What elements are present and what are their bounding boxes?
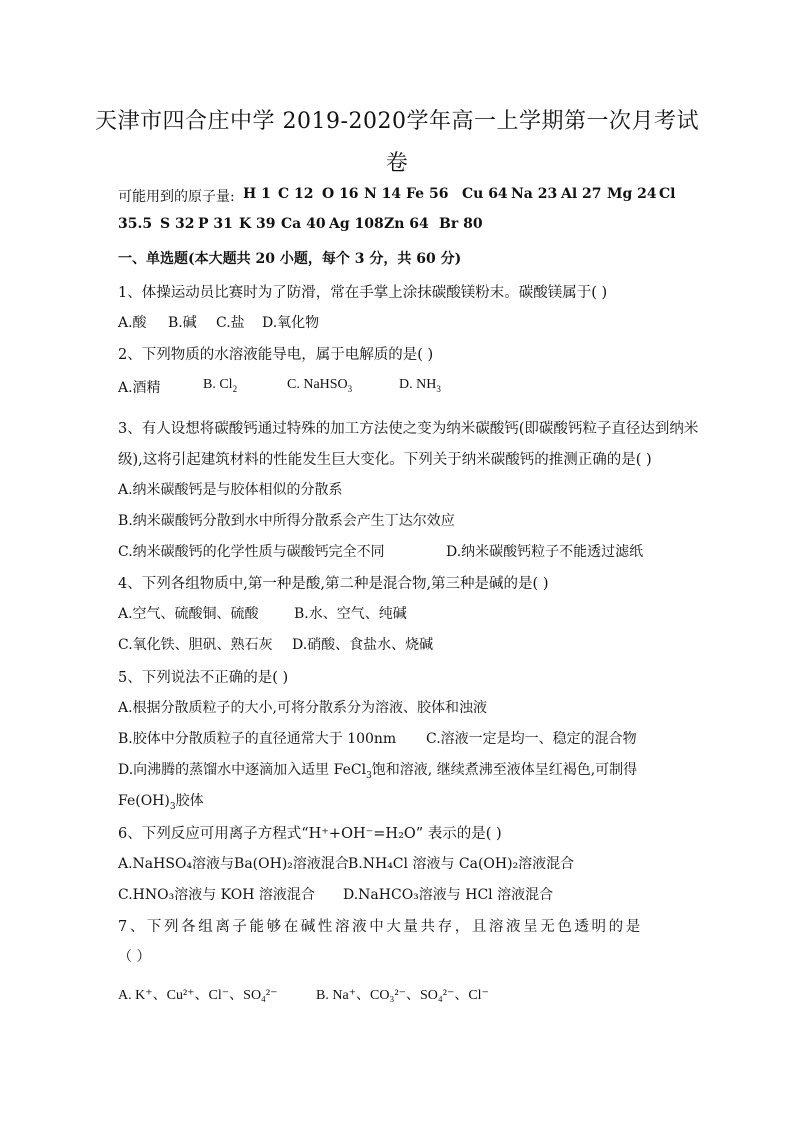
atomic-mass-o: O 16 [322, 186, 359, 202]
question-5-option-c: C.溶液一定是均一、稳定的混合物 [426, 731, 637, 747]
question-5-option-a: A.根据分散质粒子的大小,可将分散系分为溶液、胶体和浊液 [118, 700, 488, 716]
question-4-option-a: A.空气、硫酸铜、硫酸 [118, 606, 259, 622]
question-4-option-c: C.氧化铁、胆矾、熟石灰 [118, 637, 273, 653]
atomic-mass-cu: Cu 64 [462, 186, 508, 202]
question-4-option-b: B.水、空气、纯碱 [294, 606, 407, 622]
atomic-mass-h: H 1 [243, 186, 271, 202]
question-7-option-a: A. K⁺、Cu²⁺、Cl⁻、SO₄²⁻ [118, 988, 278, 1003]
question-7-paren: （ ） [118, 949, 151, 965]
question-2-stem: 2、下列物质的水溶液能导电，属于电解质的是( ) [118, 347, 434, 363]
question-6-option-d: D.NaHCO₃溶液与 HCl 溶液混合 [343, 887, 554, 903]
question-3-stem-line2: 级),这将引起建筑材料的性能发生巨大变化。下列关于纳米碳酸钙的推测正确的是( ) [118, 452, 652, 468]
atomic-mass-zn: Zn 64 [384, 216, 429, 232]
question-5-stem: 5、下列说法不正确的是( ) [118, 670, 289, 686]
atomic-mass-br: Br 80 [439, 216, 483, 232]
section-heading: 一、单选题(本大题共 20 小题，每个 3 分，共 60 分) [118, 251, 462, 267]
question-6-option-c: C.HNO₃溶液与 KOH 溶液混合 [118, 887, 315, 903]
question-3-option-c: C.纳米碳酸钙的化学性质与碳酸钙完全不同 [118, 544, 385, 560]
atomic-mass-s: S 32 [160, 216, 195, 232]
atomic-mass-p: P 31 [198, 216, 233, 232]
exam-title-line2: 卷 [385, 151, 409, 176]
question-6-option-a: A.NaHSO₄溶液与Ba(OH)₂溶液混合 [118, 856, 349, 872]
question-2-option-c: C. NaHSO$_3$ [287, 377, 353, 394]
atomic-mass-cl-value: 35.5 [118, 216, 153, 232]
question-1-option-a: A.酸 [118, 315, 147, 331]
question-5-option-b: B.胶体中分散质粒子的直径通常大于 100nm [118, 731, 397, 747]
atomic-mass-k: K 39 [239, 216, 276, 232]
question-4-stem: 4、下列各组物质中,第一种是酸,第二种是混合物,第三种是碱的是( ) [118, 576, 549, 592]
atomic-mass-n: N 14 [364, 186, 402, 202]
question-4-option-d: D.硝酸、食盐水、烧碱 [292, 637, 434, 653]
question-3-stem-line1: 3、有人设想将碳酸钙通过特殊的加工方法使之变为纳米碳酸钙(即碳酸钙粒子直径达到纳米 [118, 421, 699, 437]
atomic-mass-ca: Ca 40 [281, 216, 326, 232]
question-5-option-d-line2: $Fe(OH)_3$胶体 [118, 793, 204, 812]
question-3-option-d: D.纳米碳酸钙粒子不能透过滤纸 [446, 544, 644, 560]
atomic-mass-fe: Fe 56 [406, 186, 449, 202]
atomic-mass-cl: Cl [659, 186, 676, 202]
question-6-stem: 6、下列反应可用离子方程式“H⁺+OH⁻=H₂O” 表示的是( ) [118, 826, 502, 842]
atomic-mass-na: Na 23 [511, 186, 558, 202]
question-3-option-a: A.纳米碳酸钙是与胶体相似的分散系 [118, 482, 343, 498]
question-7-option-b: B. Na⁺、CO₃²⁻、SO₄²⁻、Cl⁻ [316, 988, 489, 1003]
atomic-mass-al: Al 27 [561, 186, 602, 202]
atomic-mass-label: 可能用到的原子量: [118, 189, 235, 205]
question-7-stem: 7、下列各组离子能够在碱性溶液中大量共存，且溶液呈无色透明的是 [118, 919, 643, 935]
atomic-mass-ag: Ag 108 [329, 216, 384, 232]
question-2-option-a: A.酒精 [118, 380, 161, 396]
question-5-option-d-line1: D.向沸腾的蒸馏水中逐滴加入适里 FeCl$_3$饱和溶液, 继续煮沸至液体呈红褐色,可制得 [118, 762, 638, 781]
question-1-option-d: D.氧化物 [262, 315, 320, 331]
exam-title-line1: 天津市四合庄中学 2019-2020学年高一上学期第一次月考试 [95, 109, 699, 134]
question-1-option-c: C.盐 [216, 315, 245, 331]
question-2-option-b: B. $Cl_2$ [203, 377, 238, 394]
question-1-option-b: B.碱 [168, 315, 197, 331]
question-6-option-b: B.NH₄Cl 溶液与 Ca(OH)₂溶液混合 [348, 856, 575, 872]
question-2-option-d: D. $NH_3$ [399, 377, 441, 394]
atomic-mass-c: C 12 [278, 186, 314, 202]
atomic-mass-mg: Mg 24 [607, 186, 657, 202]
question-3-option-b: B.纳米碳酸钙分散到水中所得分散系会产生丁达尔效应 [118, 513, 455, 529]
question-1-stem: 1、体操运动员比赛时为了防滑，常在手掌上涂抹碳酸镁粉末。碳酸镁属于( ) [118, 285, 608, 301]
